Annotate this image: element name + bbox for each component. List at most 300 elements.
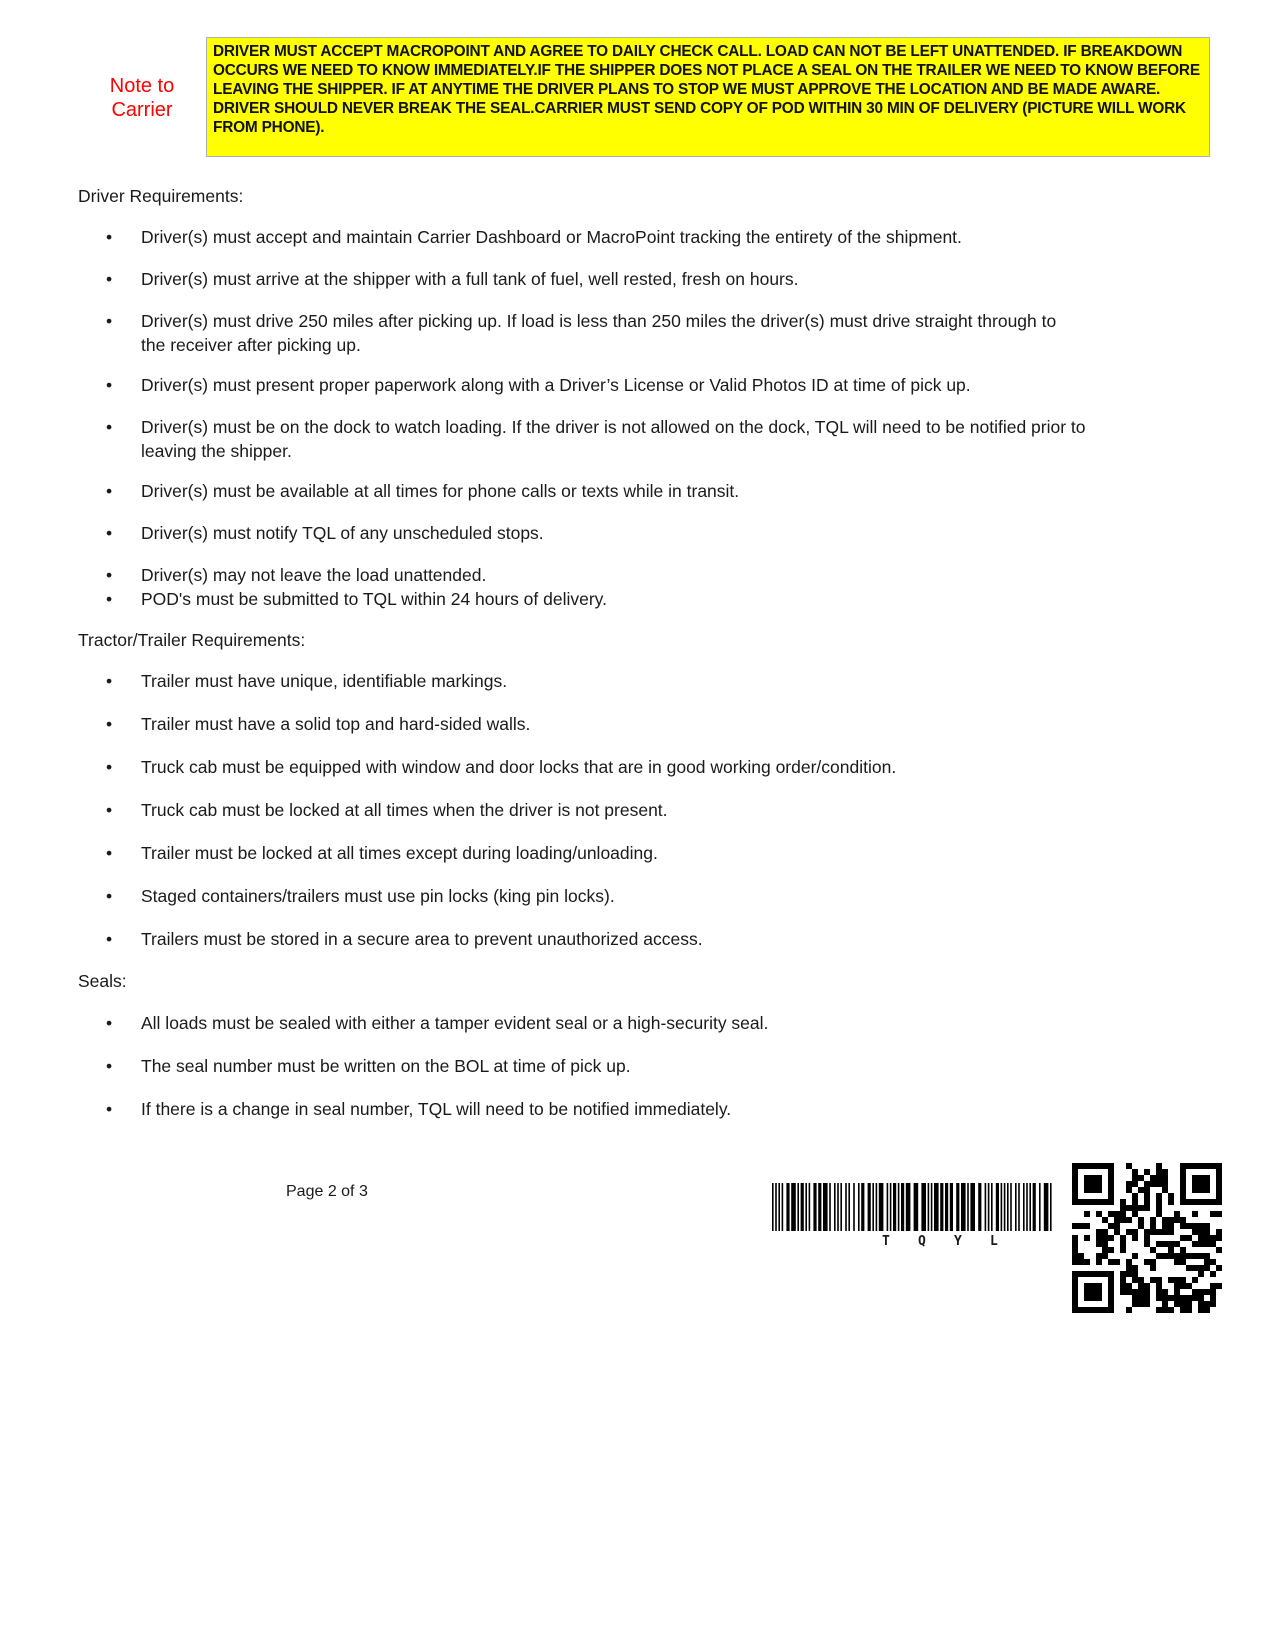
list-item: • Trailer must be locked at all times except during loading/unloading. [106, 843, 658, 863]
barcode-bar [898, 1183, 900, 1231]
barcode-bar [797, 1183, 799, 1231]
qr-module [1108, 1211, 1114, 1217]
qr-module [1192, 1265, 1198, 1271]
qr-module [1180, 1223, 1186, 1229]
qr-module [1198, 1253, 1204, 1259]
qr-module [1120, 1217, 1126, 1223]
qr-module [1072, 1247, 1078, 1253]
qr-module [1168, 1217, 1174, 1223]
qr-module [1126, 1265, 1132, 1271]
qr-module [1156, 1295, 1162, 1301]
qr-module [1132, 1301, 1138, 1307]
barcode-bar [928, 1183, 930, 1231]
qr-module [1204, 1181, 1210, 1187]
qr-module [1144, 1169, 1150, 1175]
qr-module [1072, 1193, 1078, 1199]
barcode-bar [845, 1183, 847, 1231]
qr-module [1138, 1289, 1144, 1295]
qr-module [1192, 1229, 1198, 1235]
qr-module [1132, 1277, 1138, 1283]
qr-module [1138, 1301, 1144, 1307]
list-item: • Driver(s) must arrive at the shipper with a full tank of fuel, well rested, fresh on hours. [106, 269, 799, 289]
qr-module [1144, 1193, 1150, 1199]
qr-module [1156, 1193, 1162, 1199]
qr-module [1108, 1187, 1114, 1193]
qr-module [1156, 1199, 1162, 1205]
qr-module [1108, 1235, 1114, 1241]
qr-module [1156, 1211, 1162, 1217]
bullet-icon: • [106, 843, 113, 863]
qr-module [1162, 1223, 1168, 1229]
barcode-bar [837, 1183, 839, 1231]
qr-module [1186, 1235, 1192, 1241]
qr-module [1114, 1229, 1120, 1235]
qr-module [1126, 1163, 1132, 1169]
qr-module [1072, 1271, 1078, 1277]
barcode-bar [872, 1183, 874, 1231]
qr-module [1204, 1241, 1210, 1247]
qr-module [1180, 1307, 1186, 1313]
qr-module [1084, 1187, 1090, 1193]
barcode-bar [901, 1183, 904, 1231]
qr-module [1180, 1193, 1186, 1199]
qr-module [1204, 1253, 1210, 1259]
qr-module [1078, 1253, 1084, 1259]
qr-module [1102, 1241, 1108, 1247]
qr-module [1204, 1301, 1210, 1307]
qr-module [1180, 1277, 1186, 1283]
qr-module [1072, 1235, 1078, 1241]
qr-module [1198, 1223, 1204, 1229]
qr-module [1120, 1283, 1126, 1289]
qr-module [1132, 1199, 1138, 1205]
qr-module [1168, 1223, 1174, 1229]
qr-module [1132, 1181, 1138, 1187]
qr-module [1162, 1307, 1168, 1313]
qr-module [1096, 1199, 1102, 1205]
qr-module [1210, 1241, 1216, 1247]
barcode-bar [801, 1183, 804, 1231]
qr-module [1084, 1181, 1090, 1187]
qr-module [1138, 1295, 1144, 1301]
bullet-icon: • [106, 523, 113, 543]
qr-module [1174, 1241, 1180, 1247]
qr-module [1132, 1253, 1138, 1259]
qr-module [1090, 1307, 1096, 1313]
barcode-bar [818, 1183, 821, 1231]
bullet-icon: • [106, 375, 113, 395]
barcode-bar [813, 1183, 816, 1231]
qr-module [1120, 1289, 1126, 1295]
barcode-bar [985, 1183, 987, 1231]
qr-module [1096, 1271, 1102, 1277]
qr-module [1132, 1193, 1138, 1199]
barcode-char: Y [954, 1234, 962, 1249]
qr-module [1072, 1199, 1078, 1205]
list-item: • Driver(s) must be available at all times for phone calls or texts while in transit. [106, 481, 740, 501]
qr-module [1120, 1205, 1126, 1211]
qr-module [1144, 1259, 1150, 1265]
qr-module [1120, 1277, 1126, 1283]
qr-module [1192, 1253, 1198, 1259]
qr-module [1198, 1187, 1204, 1193]
barcode-bar [921, 1183, 926, 1231]
qr-module [1090, 1283, 1096, 1289]
barcode-bar [791, 1183, 796, 1231]
qr-module [1102, 1253, 1108, 1259]
barcode-bar [967, 1183, 969, 1231]
qr-module [1180, 1235, 1186, 1241]
list-item: • If there is a change in seal number, TQL will need to be notified immediately. [106, 1099, 732, 1119]
note-label-line2: Carrier [111, 99, 173, 121]
barcode-bar [956, 1183, 959, 1231]
qr-module [1084, 1307, 1090, 1313]
qr-module [1180, 1199, 1186, 1205]
list-item: • Truck cab must be equipped with window and door locks that are in good working order/condition. [106, 757, 897, 777]
bullet-icon: • [106, 1099, 113, 1119]
qr-module [1138, 1187, 1144, 1193]
qr-module [1174, 1259, 1180, 1265]
qr-module [1084, 1295, 1090, 1301]
bullet-icon: • [106, 589, 113, 609]
qr-module [1168, 1295, 1174, 1301]
qr-module [1192, 1199, 1198, 1205]
qr-module [1144, 1241, 1150, 1247]
barcode-bar [996, 1183, 999, 1231]
qr-module [1156, 1289, 1162, 1295]
qr-module [1084, 1199, 1090, 1205]
barcode-bar [1018, 1183, 1020, 1231]
qr-module [1108, 1295, 1114, 1301]
qr-module [1126, 1217, 1132, 1223]
qr-module [1186, 1307, 1192, 1313]
qr-module [1072, 1163, 1078, 1169]
qr-module [1120, 1211, 1126, 1217]
qr-module [1180, 1283, 1186, 1289]
qr-module [1198, 1295, 1204, 1301]
qr-module [1216, 1283, 1222, 1289]
qr-module [1144, 1199, 1150, 1205]
barcode-bar [914, 1183, 919, 1231]
qr-module [1192, 1187, 1198, 1193]
qr-module [1186, 1301, 1192, 1307]
bullet-icon: • [106, 269, 113, 289]
barcode-bar [848, 1183, 850, 1231]
qr-module [1210, 1271, 1216, 1277]
list-item: • The seal number must be written on the BOL at time of pick up. [106, 1056, 631, 1076]
qr-module [1198, 1265, 1204, 1271]
qr-module [1216, 1199, 1222, 1205]
qr-module [1192, 1163, 1198, 1169]
bullet-icon: • [106, 311, 113, 331]
qr-module [1108, 1289, 1114, 1295]
qr-module [1072, 1289, 1078, 1295]
qr-module [1174, 1217, 1180, 1223]
driver-requirements-heading: Driver Requirements: [78, 186, 244, 206]
qr-module [1096, 1229, 1102, 1235]
qr-module [1156, 1205, 1162, 1211]
barcode-bar [961, 1183, 966, 1231]
barcode-bar [970, 1183, 975, 1231]
note-label-line1: Note to [109, 75, 175, 97]
qr-module [1186, 1283, 1192, 1289]
qr-module [1126, 1307, 1132, 1313]
bullet-icon: • [106, 481, 113, 501]
qr-module [1072, 1241, 1078, 1247]
barcode-bar [1015, 1183, 1017, 1231]
qr-module [1180, 1217, 1186, 1223]
list-item: • Driver(s) may not leave the load unattended. [106, 565, 487, 585]
qr-module [1198, 1229, 1204, 1235]
barcode-bar [840, 1183, 842, 1231]
qr-module [1096, 1241, 1102, 1247]
qr-module [1174, 1253, 1180, 1259]
qr-module [1072, 1253, 1078, 1259]
barcode-char: T [882, 1234, 890, 1249]
barcode-bar [782, 1183, 784, 1231]
qr-module [1174, 1283, 1180, 1289]
list-item: • All loads must be sealed with either a tamper evident seal or a high-security seal. [106, 1013, 769, 1033]
list-item: • Trailer must have unique, identifiable markings. [106, 671, 508, 691]
qr-module [1144, 1283, 1150, 1289]
qr-module [1096, 1181, 1102, 1187]
barcode-image [772, 1183, 1056, 1231]
barcode-bar [906, 1183, 911, 1231]
qr-module [1084, 1235, 1090, 1241]
qr-module [1168, 1253, 1174, 1259]
qr-module [1126, 1283, 1132, 1289]
qr-module [1168, 1277, 1174, 1283]
qr-module [1192, 1241, 1198, 1247]
qr-module [1138, 1283, 1144, 1289]
qr-module [1198, 1241, 1204, 1247]
qr-module [1192, 1175, 1198, 1181]
qr-module [1114, 1259, 1120, 1265]
qr-module [1150, 1223, 1156, 1229]
qr-module [1126, 1205, 1132, 1211]
qr-module [1150, 1277, 1156, 1283]
qr-code-image [1072, 1163, 1222, 1313]
qr-module [1168, 1193, 1174, 1199]
qr-module [1102, 1307, 1108, 1313]
qr-module [1156, 1307, 1162, 1313]
list-item: • Driver(s) must notify TQL of any unscheduled stops. [106, 523, 544, 543]
qr-module [1108, 1283, 1114, 1289]
barcode-bar [1001, 1183, 1003, 1231]
qr-module [1192, 1289, 1198, 1295]
qr-module [1198, 1235, 1204, 1241]
qr-module [1162, 1181, 1168, 1187]
qr-module [1198, 1181, 1204, 1187]
qr-module [1084, 1271, 1090, 1277]
qr-module [1090, 1187, 1096, 1193]
barcode-bar [786, 1183, 789, 1231]
qr-module [1138, 1175, 1144, 1181]
qr-module [1216, 1235, 1222, 1241]
qr-module [1120, 1199, 1126, 1205]
qr-module [1156, 1229, 1162, 1235]
qr-module [1174, 1295, 1180, 1301]
qr-module [1132, 1175, 1138, 1181]
qr-module [1102, 1271, 1108, 1277]
qr-module [1216, 1265, 1222, 1271]
qr-module [1156, 1283, 1162, 1289]
qr-module [1156, 1169, 1162, 1175]
qr-module [1210, 1163, 1216, 1169]
bullet-icon: • [106, 800, 113, 820]
qr-module [1090, 1289, 1096, 1295]
qr-module [1138, 1277, 1144, 1283]
qr-module [1150, 1259, 1156, 1265]
bullet-icon: • [106, 671, 113, 691]
qr-module [1186, 1253, 1192, 1259]
qr-module [1108, 1247, 1114, 1253]
bullet-icon: • [106, 929, 113, 949]
bullet-icon: • [106, 886, 113, 906]
list-item: • Driver(s) must accept and maintain Carrier Dashboard or MacroPoint tracking the entirety of the shipment. [106, 227, 962, 247]
list-item: • Trailers must be stored in a secure area to prevent unauthorized access. [106, 929, 703, 949]
qr-module [1150, 1229, 1156, 1235]
qr-module [1108, 1181, 1114, 1187]
qr-module [1192, 1295, 1198, 1301]
qr-module [1198, 1307, 1204, 1313]
barcode-bar [950, 1183, 953, 1231]
barcode-bar [868, 1183, 871, 1231]
qr-module [1090, 1295, 1096, 1301]
qr-module [1204, 1187, 1210, 1193]
qr-module [1210, 1289, 1216, 1295]
qr-module [1180, 1295, 1186, 1301]
carrier-notice-box [206, 37, 1210, 157]
qr-module [1162, 1241, 1168, 1247]
list-item: • Trailer must have a solid top and hard-sided walls. [106, 714, 531, 734]
qr-module [1126, 1229, 1132, 1235]
qr-module [1108, 1277, 1114, 1283]
qr-module [1150, 1181, 1156, 1187]
qr-module [1180, 1301, 1186, 1307]
qr-module [1090, 1181, 1096, 1187]
qr-module [1186, 1199, 1192, 1205]
list-item: • POD's must be submitted to TQL within 24 hours of delivery. [106, 589, 607, 609]
barcode-bar [858, 1183, 860, 1231]
qr-module [1180, 1181, 1186, 1187]
qr-module [1156, 1163, 1162, 1169]
barcode-bar [861, 1183, 864, 1231]
qr-module [1216, 1163, 1222, 1169]
qr-module [1096, 1211, 1102, 1217]
qr-module [1108, 1175, 1114, 1181]
qr-module [1216, 1247, 1222, 1253]
qr-module [1108, 1193, 1114, 1199]
qr-module [1150, 1217, 1156, 1223]
qr-module [1102, 1235, 1108, 1241]
qr-module [1144, 1187, 1150, 1193]
qr-module [1072, 1259, 1078, 1265]
qr-module [1108, 1271, 1114, 1277]
qr-module [1126, 1271, 1132, 1277]
qr-module [1096, 1307, 1102, 1313]
qr-module [1144, 1301, 1150, 1307]
qr-module [1162, 1229, 1168, 1235]
qr-module [1114, 1217, 1120, 1223]
qr-module [1144, 1289, 1150, 1295]
qr-module [1186, 1265, 1192, 1271]
barcode-bar [931, 1183, 933, 1231]
qr-module [1090, 1163, 1096, 1169]
qr-module [1084, 1163, 1090, 1169]
barcode-bar [809, 1183, 811, 1231]
qr-module [1132, 1211, 1138, 1217]
qr-module [1156, 1277, 1162, 1283]
qr-module [1078, 1271, 1084, 1277]
barcode-bar [853, 1183, 855, 1231]
barcode-bar [1050, 1183, 1052, 1231]
qr-module [1096, 1283, 1102, 1289]
qr-module [1216, 1193, 1222, 1199]
qr-module [1108, 1307, 1114, 1313]
qr-module [1096, 1289, 1102, 1295]
qr-module [1102, 1163, 1108, 1169]
list-item: • Staged containers/trailers must use pin locks (king pin locks). [106, 886, 615, 906]
barcode-bar [778, 1183, 780, 1231]
qr-module [1144, 1229, 1150, 1235]
qr-module [1096, 1175, 1102, 1181]
qr-module [1192, 1181, 1198, 1187]
barcode-bar [978, 1183, 981, 1231]
barcode-bar [879, 1183, 884, 1231]
qr-module [1120, 1235, 1126, 1241]
barcode-bar [1033, 1183, 1036, 1231]
bullet-icon: • [106, 565, 113, 585]
qr-module [1096, 1187, 1102, 1193]
qr-module [1132, 1265, 1138, 1271]
qr-module [1102, 1199, 1108, 1205]
barcode-bar [1029, 1183, 1031, 1231]
qr-module [1126, 1259, 1132, 1265]
qr-module [1102, 1217, 1108, 1223]
qr-module [1168, 1307, 1174, 1313]
qr-module [1108, 1301, 1114, 1307]
qr-module [1180, 1169, 1186, 1175]
qr-module [1132, 1235, 1138, 1241]
carrier-notice-text: DRIVER MUST ACCEPT MACROPOINT AND AGREE TO DAILY CHECK CALL. LOAD CAN NOT BE LEFT UNATTENDED. IF BREAKDOWN OCCURS WE NEED TO KNOW IMMEDIATELY.IF THE SHIPPER DOES NOT PLACE A SEAL ON THE TRAILER WE NEED TO KNOW BEFORE LEAVING THE SHIPPER. IF AT ANYTIME THE DRIVER PLANS TO STOP WE MUST APPROVE THE LOCATION AND BE MADE AWARE. DRIVER SHOULD NEVER BREAK THE SEAL.CARRIER MUST SEND COPY OF POD WITHIN 30 MIN OF DELIVERY (PICTURE WILL WORK FROM PHONE). [213, 43, 1200, 136]
requirements-content [78, 185, 1198, 1121]
qr-module [1108, 1259, 1114, 1265]
qr-module [1204, 1265, 1210, 1271]
qr-module [1168, 1229, 1174, 1235]
qr-module [1090, 1175, 1096, 1181]
qr-module [1138, 1205, 1144, 1211]
barcode-bar [988, 1183, 990, 1231]
qr-module [1150, 1265, 1156, 1271]
page-number: Page 2 of 3 [286, 1183, 368, 1200]
barcode-bar [1007, 1183, 1009, 1231]
barcode-char: L [990, 1234, 998, 1249]
qr-module [1216, 1175, 1222, 1181]
qr-module [1174, 1289, 1180, 1295]
barcode-bar [834, 1183, 836, 1231]
qr-module [1078, 1223, 1084, 1229]
qr-module [1096, 1295, 1102, 1301]
barcode-bar [1004, 1183, 1006, 1231]
qr-module [1096, 1253, 1102, 1259]
qr-module [1150, 1175, 1156, 1181]
qr-module [1132, 1271, 1138, 1277]
qr-module [1216, 1187, 1222, 1193]
qr-module [1204, 1229, 1210, 1235]
qr-module [1174, 1211, 1180, 1217]
list-item: • Driver(s) must drive 250 miles after picking up. If load is less than 250 miles the driver(s) must drive straight through to the receiver after picking up. [106, 311, 1057, 355]
